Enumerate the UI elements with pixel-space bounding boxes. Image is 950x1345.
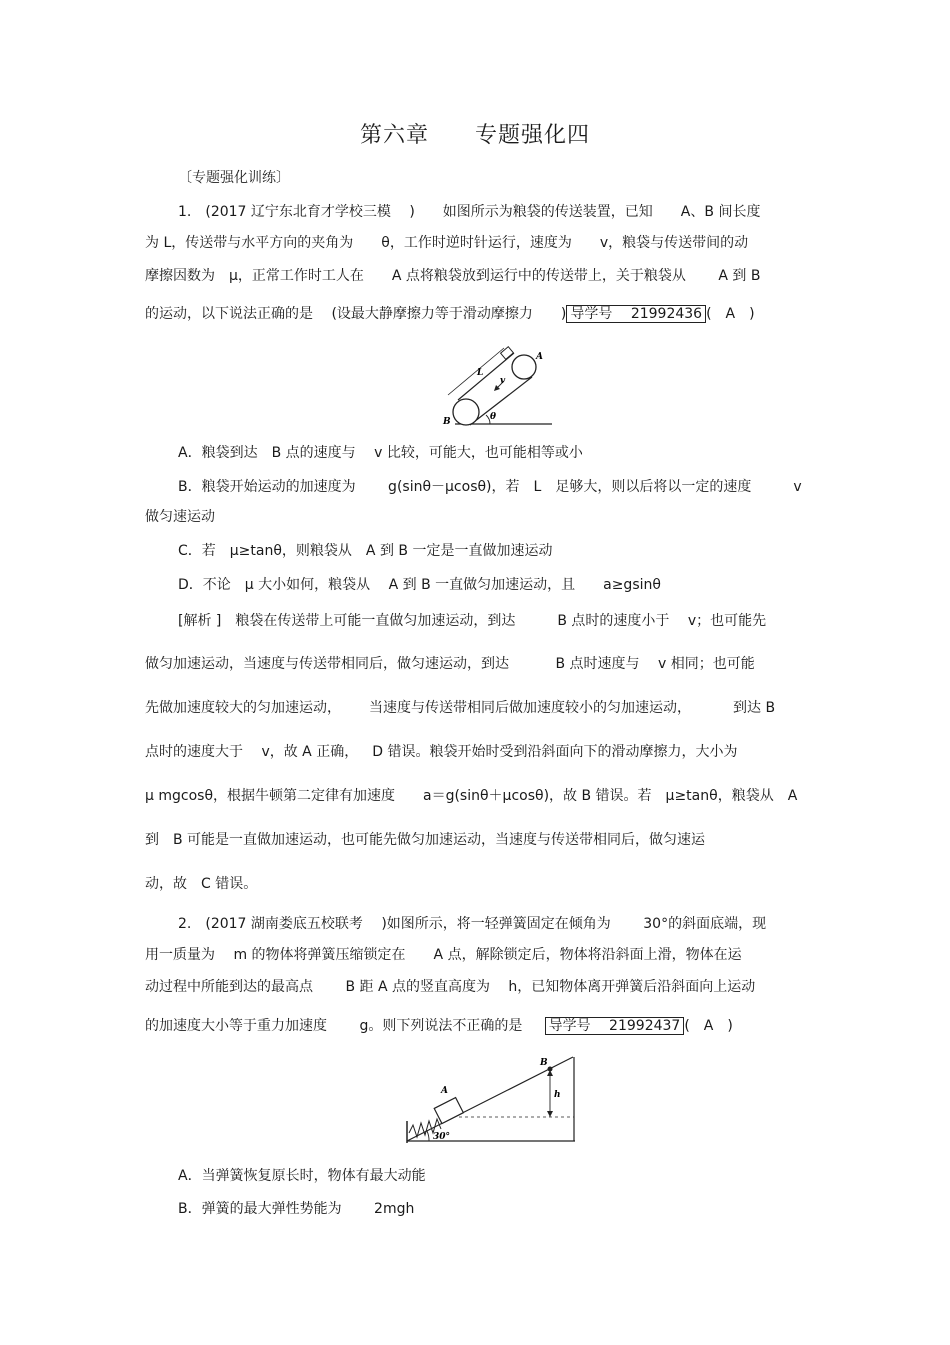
q1-stem-text: 的运动，以下说法正确的是 (设最大静摩擦力等于滑动摩擦力 )	[145, 306, 567, 322]
q1-explanation-line-4: 点时的速度大于 v，故 A 正确， D 错误。粮袋开始时受到沿斜面向下的滑动摩擦力，大小为	[145, 744, 738, 760]
label-b: B	[443, 417, 451, 427]
q1-explanation-line-3: 先做加速度较大的匀加速运动， 当速度与传送带相同后做加速度较小的匀加速运动， 到达 B	[145, 700, 776, 716]
q1-explanation-line-5: μ mgcosθ，根据牛顿第二定律有加速度 a＝g(sinθ＋μcosθ)，故 B 错误。若 μ≥tanθ，粮袋从 A	[145, 788, 798, 804]
label-a: A	[536, 352, 543, 362]
q2-stem-line-1: 2. (2017 湖南娄底五校联考 )如图所示，将一轻弹簧固定在倾角为 30°的斜面底端，现	[178, 916, 767, 932]
q2-answer: ( A )	[684, 1018, 733, 1034]
q1-option-b-line-1: B．粮袋开始运动的加速度为 g(sinθ－μcosθ)，若 L 足够大，则以后将以一定的速度 v	[178, 479, 802, 495]
q1-option-a: A．粮袋到达 B 点的速度与 v 比较，可能大，也可能相等或小	[178, 445, 583, 461]
label-angle: 30°	[433, 1132, 451, 1142]
q1-option-d: D．不论 μ 大小如何，粮袋从 A 到 B 一直做匀加速运动，且 a≥gsinθ	[178, 577, 661, 593]
pulley-a	[512, 355, 536, 379]
q1-stem-line-3: 摩擦因数为 μ，正常工作时工人在 A 点将粮袋放到运行中的传送带上，关于粮袋从 A 到 B	[145, 268, 761, 284]
q1-conveyor-figure	[440, 345, 552, 427]
label-l: L	[477, 368, 484, 378]
q1-explanation-line-1: [解析 ] 粮袋在传送带上可能一直做匀加速运动，到达 B 点时的速度小于 v；也可能先	[178, 613, 767, 629]
label-theta: θ	[490, 412, 497, 422]
belt-top	[458, 353, 514, 400]
q2-option-b: B．弹簧的最大弹性势能为 2mgh	[178, 1201, 415, 1217]
label-v: v	[500, 376, 506, 386]
label-a: A	[441, 1086, 448, 1096]
q1-stem-line-1: 1. (2017 辽宁东北育才学校三模 ) 如图所示为粮袋的传送装置，已知 A、B 间长度	[178, 204, 761, 220]
q2-option-a: A．当弹簧恢复原长时，物体有最大动能	[178, 1168, 426, 1184]
q1-option-c: C．若 μ≥tanθ，则粮袋从 A 到 B 一定是一直做加速运动	[178, 543, 553, 559]
q2-incline-figure	[403, 1053, 581, 1145]
q2-stem-line-3: 动过程中所能到达的最高点 B 距 A 点的竖直高度为 h，已知物体离开弹簧后沿斜面向上运动	[145, 979, 756, 995]
label-b: B	[540, 1058, 548, 1068]
pulley-b	[453, 399, 479, 425]
q1-explanation-line-2: 做匀加速运动，当速度与传送带相同后，做匀速运动，到达 B 点时速度与 v 相同；也可能	[145, 656, 755, 672]
q1-explanation-line-6: 到 B 可能是一直做加速运动，也可能先做匀加速运动，当速度与传送带相同后，做匀速运	[145, 832, 706, 848]
point-b	[548, 1067, 553, 1072]
label-h: h	[554, 1090, 561, 1100]
section-heading: 〔专题强化训练〕	[178, 170, 290, 186]
q1-guide-number: 导学号 21992436	[566, 305, 706, 323]
q1-explanation-line-7: 动，故 C 错误。	[145, 876, 258, 892]
q1-stem-line-4	[145, 304, 755, 324]
q2-stem-text: 的加速度大小等于重力加速度 g。则下列说法不正确的是	[145, 1018, 523, 1034]
q1-option-b-line-2: 做匀速运动	[145, 509, 215, 525]
height-arrow-bottom	[547, 1111, 553, 1117]
block-a	[434, 1098, 463, 1124]
angle-arc	[427, 1131, 429, 1141]
q1-stem-line-2: 为 L，传送带与水平方向的夹角为 θ，工作时逆时针运行，速度为 v，粮袋与传送带间的动	[145, 235, 749, 251]
q1-answer: ( A )	[706, 306, 755, 322]
q2-guide-number: 导学号 21992437	[545, 1017, 685, 1035]
q2-stem-line-4	[145, 1016, 733, 1036]
page-title: 第六章 专题强化四	[359, 123, 590, 148]
grain-bag	[501, 347, 514, 360]
q2-stem-line-2: 用一质量为 m 的物体将弹簧压缩锁定在 A 点，解除锁定后，物体将沿斜面上滑，物体在运	[145, 947, 742, 963]
